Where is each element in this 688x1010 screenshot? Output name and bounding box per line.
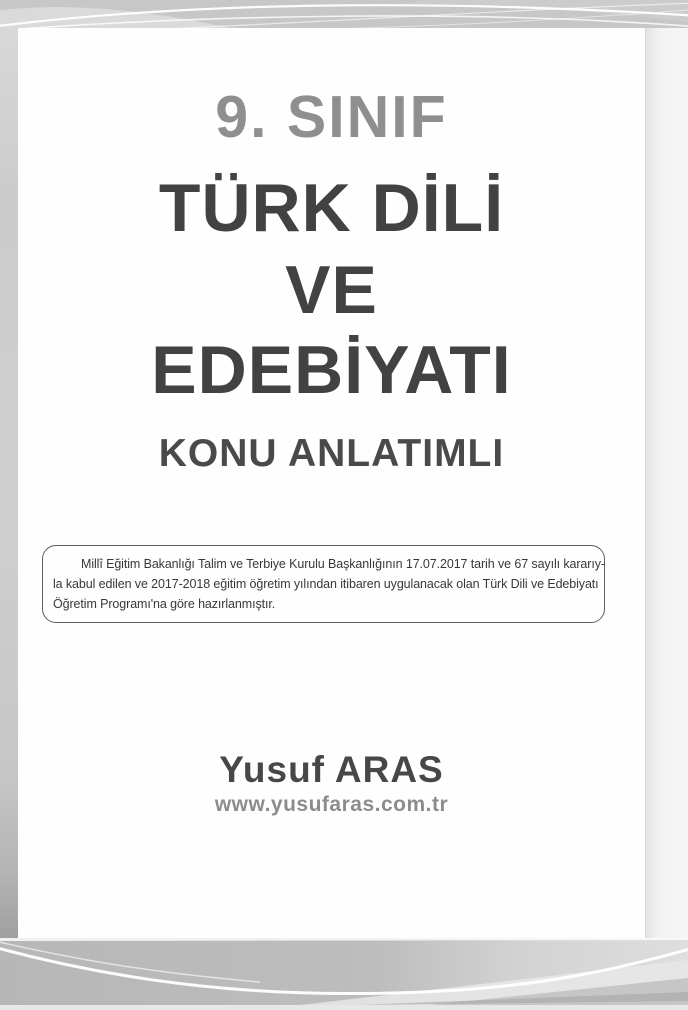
notice-line-1: Millî Eğitim Bakanlığı Talim ve Terbiye Kurulu Başkanlığının 17.07.2017 tarih ve 67 sayılı kararıy-	[81, 557, 605, 571]
book-title-line-3: EDEBİYATI	[151, 332, 512, 408]
top-swoosh-graphic	[0, 0, 688, 30]
right-margin-strip	[645, 28, 688, 940]
grade-heading: 9. SINIF	[215, 84, 448, 150]
left-margin-strip	[0, 28, 18, 940]
bottom-swoosh-graphic	[0, 938, 688, 1005]
top-decoration	[0, 0, 688, 30]
notice-line-2: la kabul edilen ve 2017-2018 eğitim öğretim yılından itibaren uygulanacak olan Türk Dili ve Edebiyatı	[53, 577, 599, 591]
bottom-decoration	[0, 938, 688, 1005]
website-url: www.yusufaras.com.tr	[214, 793, 449, 816]
subtitle: KONU ANLATIMLI	[158, 432, 505, 475]
notice-line-3: Öğretim Programı'na göre hazırlanmıştır.	[53, 597, 276, 611]
approval-notice-box	[42, 545, 605, 623]
book-title-line-2: VE	[285, 252, 378, 328]
author-name: Yusuf ARAS	[219, 749, 444, 790]
book-title-line-1: TÜRK DİLİ	[158, 170, 505, 246]
page-sheet	[18, 28, 645, 940]
